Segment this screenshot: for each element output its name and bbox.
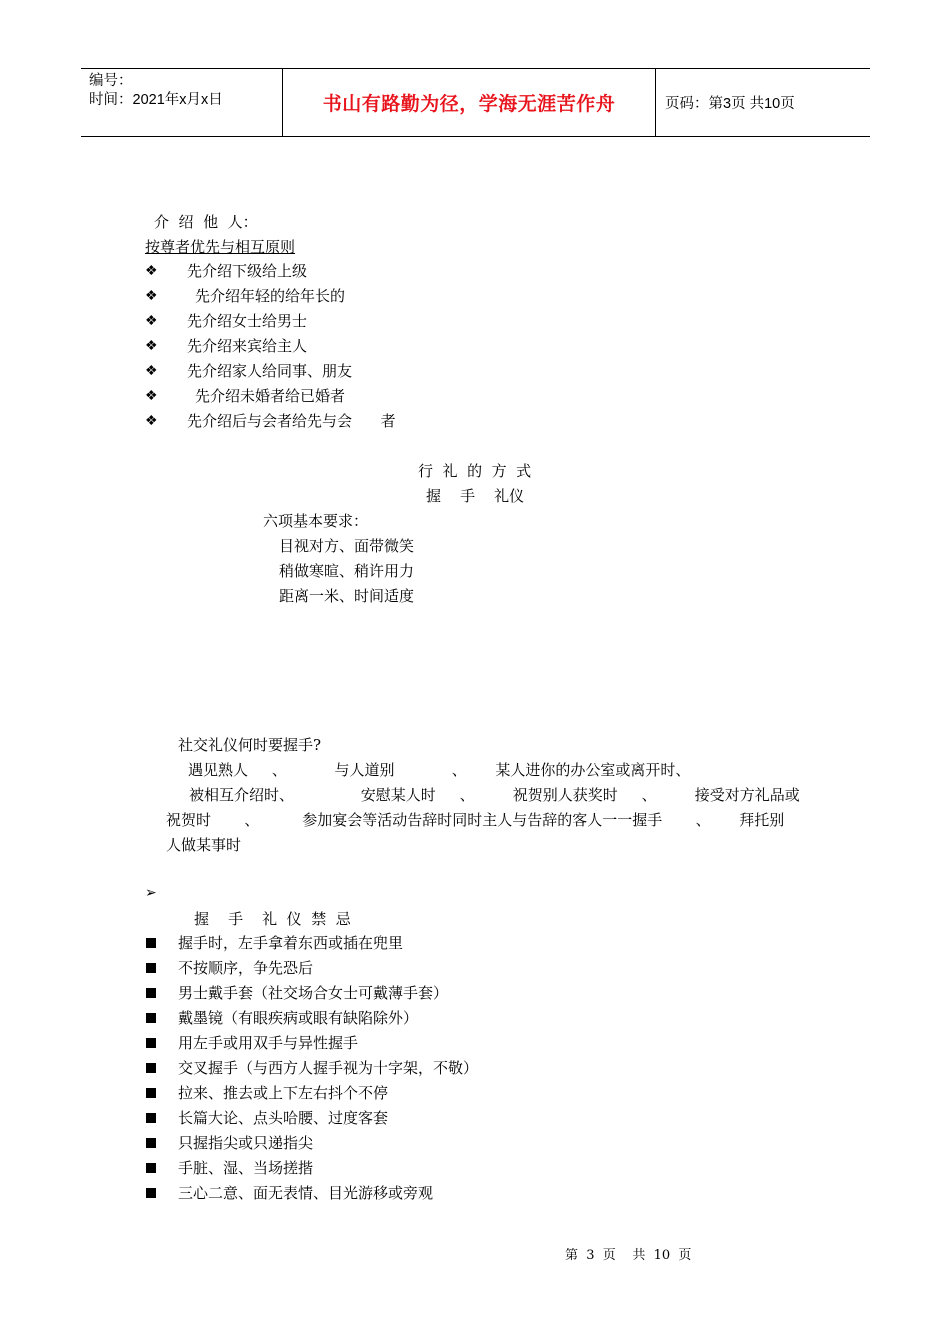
header-meta [89, 72, 223, 110]
list-item: 先介绍家人给同事、朋友 [187, 362, 353, 380]
square-bullet-icon [146, 1013, 156, 1023]
salute-subtitle: 握 手 礼仪 [426, 487, 525, 505]
square-bullet-icon [146, 1188, 156, 1198]
diamond-bullet-icon: ❖ [145, 338, 158, 354]
footer-page-number: 第 3 页 共 10 页 [565, 1248, 692, 1263]
diamond-bullet-icon: ❖ [145, 263, 158, 279]
salute-title: 行 礼 的 方 式 [418, 462, 532, 480]
square-bullet-icon [146, 938, 156, 948]
list-item: 三心二意、面无表情、目光游移或旁观 [178, 1184, 434, 1202]
list-item: 戴墨镜（有眼疾病或眼有缺陷除外） [178, 1009, 419, 1027]
square-bullet-icon [146, 1163, 156, 1173]
square-bullet-icon [146, 1038, 156, 1048]
list-item: 不按顺序，争先恐后 [178, 959, 314, 977]
square-bullet-icon [146, 963, 156, 973]
intro-title: 介 绍 他 人： [154, 213, 258, 231]
when-question: 社交礼仪何时要握手? [178, 736, 322, 754]
when-line: 遇见熟人 、 与人道别 、 某人进你的办公室或离开时、 [188, 761, 691, 779]
header-divider [655, 69, 656, 136]
list-item: 先介绍后与会者给先与会 者 [187, 412, 396, 430]
list-item: 手脏、湿、当场搓揩 [178, 1159, 314, 1177]
square-bullet-icon [146, 1088, 156, 1098]
list-item: 先介绍未婚者给已婚者 [195, 387, 346, 405]
diamond-bullet-icon: ❖ [145, 288, 158, 304]
diamond-bullet-icon: ❖ [145, 413, 158, 429]
requirement-item: 距离一米、时间适度 [279, 587, 415, 605]
list-item: 用左手或用双手与异性握手 [178, 1034, 359, 1052]
arrow-bullet-icon: ➢ [145, 885, 157, 901]
list-item: 交叉握手（与西方人握手视为十字架，不敬） [178, 1059, 479, 1077]
list-item: 长篇大论、点头哈腰、过度客套 [178, 1109, 389, 1127]
list-item: 先介绍下级给上级 [187, 262, 308, 280]
diamond-bullet-icon: ❖ [145, 313, 158, 329]
list-item: 只握指尖或只递指尖 [178, 1134, 314, 1152]
when-line: 被相互介绍时、 安慰某人时 、 祝贺别人获奖时 、 接受对方礼品或 [189, 786, 800, 804]
list-item: 先介绍女士给男士 [187, 312, 308, 330]
time-label: 时间：2021年x月x日 [89, 92, 223, 108]
list-item: 握手时，左手拿着东西或插在兜里 [178, 934, 404, 952]
page-header [81, 68, 870, 137]
square-bullet-icon [146, 1063, 156, 1073]
requirement-item: 稍做寒暄、稍许用力 [279, 562, 415, 580]
diamond-bullet-icon: ❖ [145, 388, 158, 404]
square-bullet-icon [146, 1113, 156, 1123]
when-line: 祝贺时 、 参加宴会等活动告辞时同时主人与告辞的客人一一握手 、 拜托别 [166, 811, 785, 829]
list-item: 男士戴手套（社交场合女士可戴薄手套） [178, 984, 449, 1002]
requirements-title: 六项基本要求： [263, 512, 369, 530]
taboos-title: 握 手 礼 仪 禁 忌 [194, 910, 351, 928]
when-line: 人做某事时 [166, 836, 242, 854]
header-page-info: 页码：第3页 共10页 [665, 96, 795, 112]
square-bullet-icon [146, 988, 156, 998]
list-item: 拉来、推去或上下左右抖个不停 [178, 1084, 389, 1102]
serial-label: 编号： [89, 73, 133, 89]
header-motto: 书山有路勤为径，学海无涯苦作舟 [322, 93, 616, 115]
square-bullet-icon [146, 1138, 156, 1148]
intro-principle: 按尊者优先与相互原则 [145, 238, 296, 256]
list-item: 先介绍年轻的给年长的 [195, 287, 346, 305]
list-item: 先介绍来宾给主人 [187, 337, 308, 355]
diamond-bullet-icon: ❖ [145, 363, 158, 379]
requirement-item: 目视对方、面带微笑 [279, 537, 415, 555]
